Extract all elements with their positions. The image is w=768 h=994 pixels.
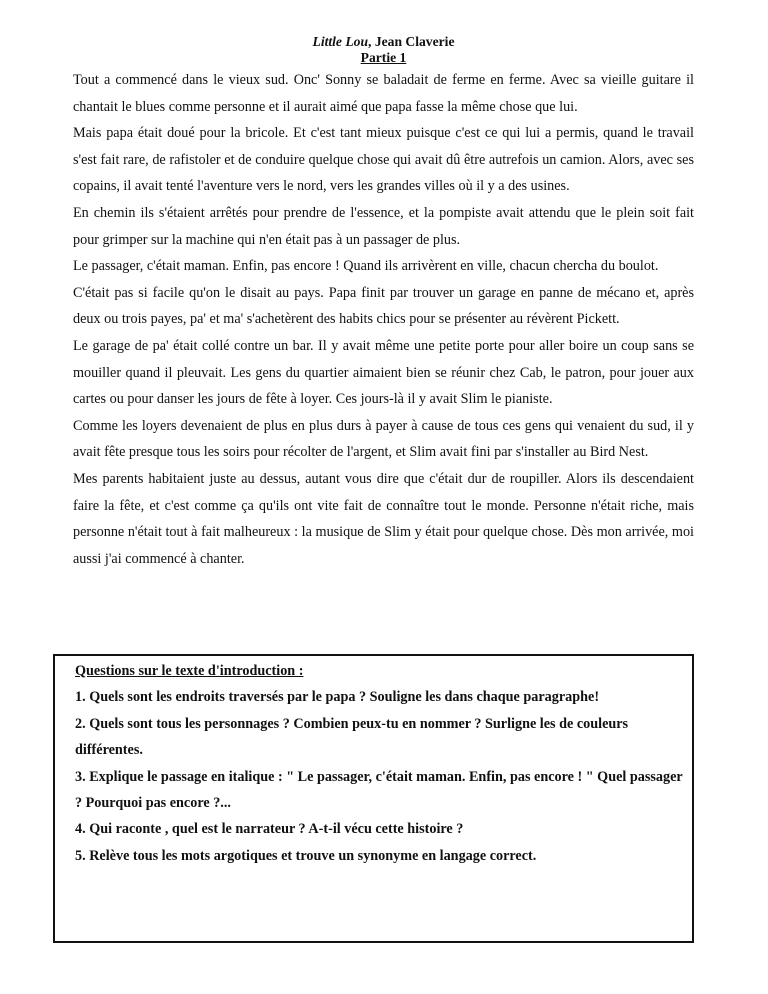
questions-box — [53, 654, 694, 943]
story-paragraph: Le garage de pa' était collé contre un bar. Il y avait même une petite porte pour aller boire un coup sans se mouiller quand il pleuvait. Les gens du quartier aimaient bien se réunir chez Cab, le patron, pour jouer aux cartes ou pour danser les jours de fête à loyer. Ces jours-là il y avait Slim le pianiste. — [73, 337, 694, 408]
story-paragraph: Mais papa était doué pour la bricole. Et c'est tant mieux puisque c'est ce qui lui a permis, quand le travail s'est fait rare, de rafistoler et de conduire quelque chose qui avait dû être autrefois un camion. Alors, avec ses copains, il avait tenté l'aventure vers le nord, vers les grandes villes où il y a des usines. — [73, 125, 694, 195]
story-paragraph: Tout a commencé dans le vieux sud. Onc' Sonny se baladait de ferme en ferme. Avec sa vieille guitare il chantait le blues comme personne et il aurait aimé que papa fasse la même chose que lui. — [73, 72, 694, 115]
story-paragraph: En chemin ils s'étaient arrêtés pour prendre de l'essence, et la pompiste avait attendu que le plein soit fait pour grimper sur la machine qui n'en était pas à un passager de plus. — [73, 204, 694, 248]
document-header — [73, 34, 694, 66]
question-item: 2. Quels sont tous les personnages ? Combien peux-tu en nommer ? Surligne les de couleurs différentes. — [75, 715, 629, 759]
document-page — [73, 34, 694, 572]
book-title: Little Lou — [312, 34, 369, 49]
story-paragraph: Le passager, c'était maman. Enfin, pas encore ! Quand ils arrivèrent en ville, chacun chercha du boulot. — [73, 258, 659, 275]
questions-title: Questions sur le texte d'introduction : — [75, 663, 304, 679]
question-item: 1. Quels sont les endroits traversés par le papa ? Souligne les dans chaque paragraphe! — [75, 689, 600, 706]
story-paragraph: Comme les loyers devenaient de plus en plus durs à payer à cause de tous ces gens qui venaient du sud, il y avait fête presque tous les soirs pour récolter de l'argent, et Slim avait fini par s'installer au Bird Nest. — [73, 417, 694, 461]
title-line — [73, 34, 694, 50]
question-item: 3. Explique le passage en italique : " Le passager, c'était maman. Enfin, pas encore ! " Quel passager ? Pourquoi pas encore ?... — [75, 768, 683, 812]
story-text — [73, 67, 694, 572]
question-item: 5. Relève tous les mots argotiques et trouve un synonyme en langage correct. — [75, 847, 537, 864]
story-paragraph: C'était pas si facile qu'on le disait au pays. Papa finit par trouver un garage en panne de mécano et, après deux ou trois payes, pa' et ma' s'achetèrent des habits chics pour se présenter au révèrent Pickett. — [73, 284, 694, 328]
part-label: Partie 1 — [360, 50, 407, 65]
author-name: , Jean Claverie — [368, 34, 455, 49]
question-item: 4. Qui raconte , quel est le narrateur ? A-t-il vécu cette histoire ? — [75, 821, 464, 838]
story-paragraph: Mes parents habitaient juste au dessus, autant vous dire que c'était dur de roupiller. Alors ils descendaient faire la fête, et c'est comme ça qu'ils ont vite fait de connaître tout le monde. Personne n'était riche, mais personne n'était tout à fait malheureux : la musique de Slim y était pour quelque chose. Dès mon arrivée, moi aussi j'ai commencé à chanter. — [73, 470, 694, 567]
